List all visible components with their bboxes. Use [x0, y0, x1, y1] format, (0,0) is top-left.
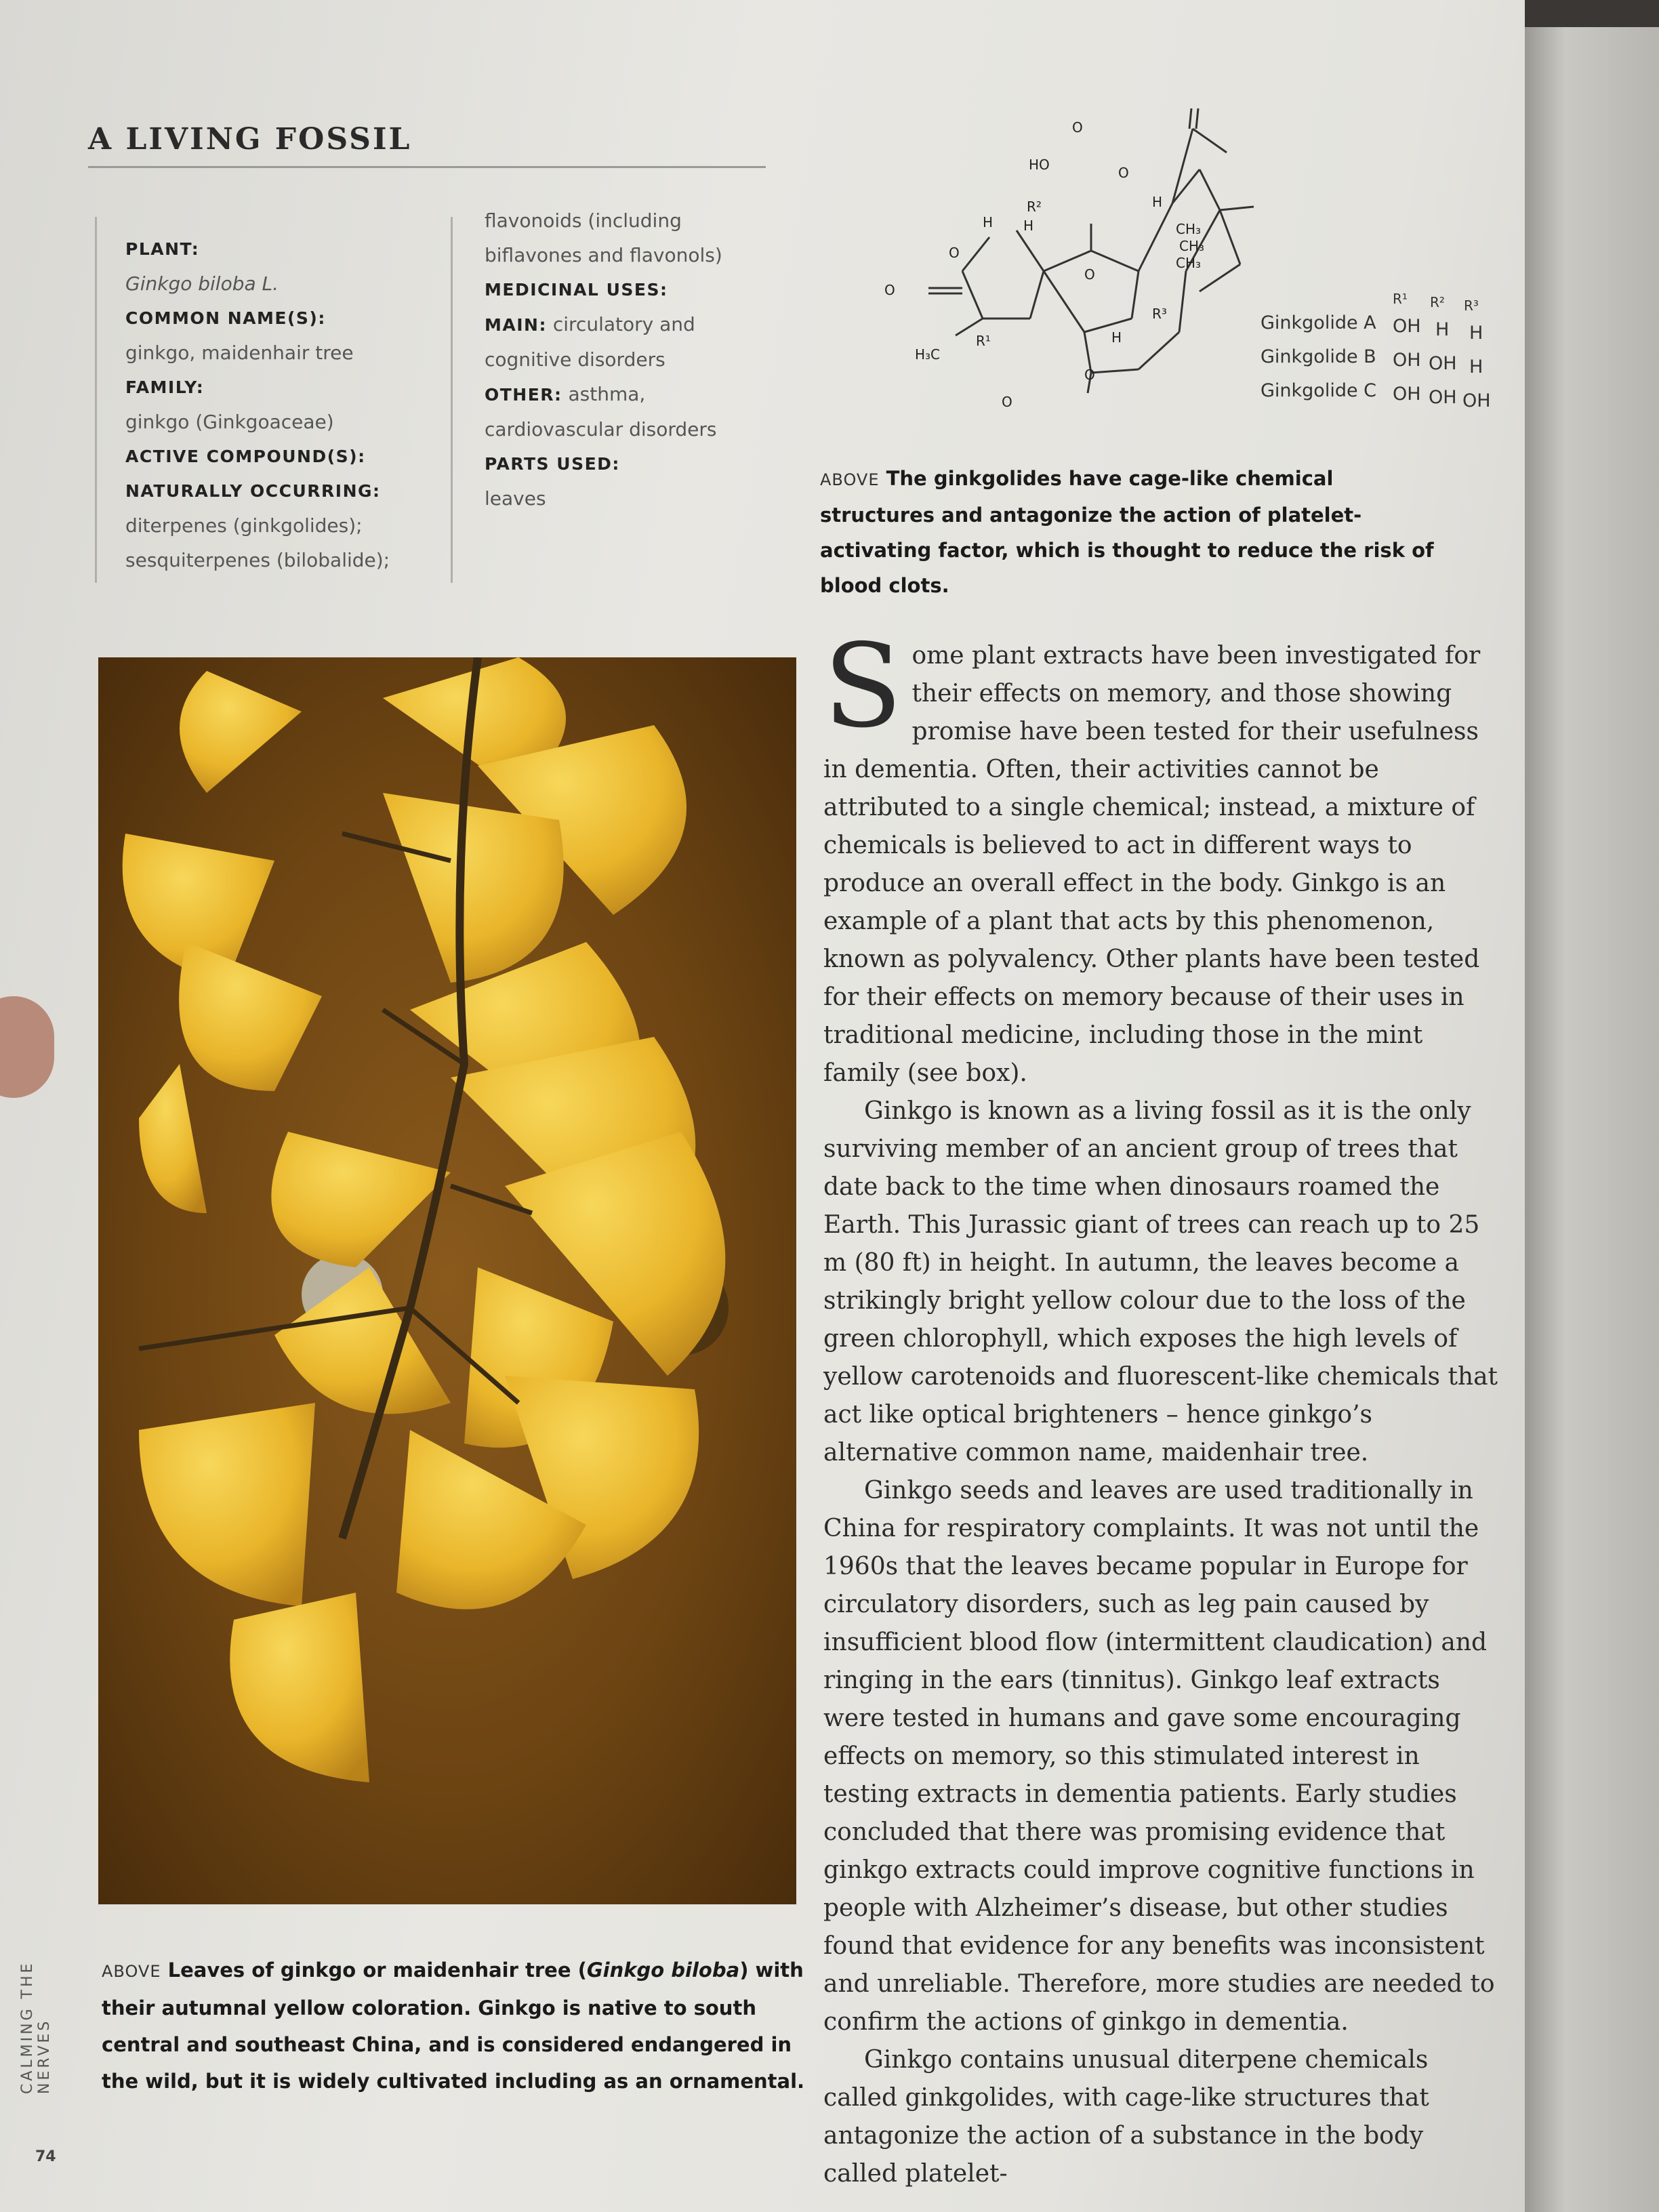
photo-caption — [102, 1952, 813, 2100]
parts-used-label: PARTS USED: — [485, 454, 620, 474]
fact-column-1 — [125, 203, 424, 577]
ho-label: HO — [1029, 157, 1050, 173]
h3c-label: H₃C — [915, 346, 941, 363]
table-header-r3: R³ — [1464, 298, 1479, 314]
r1-label: R¹ — [976, 333, 991, 349]
photo-caption-text-2: ) with their autumnal yellow coloration. Ginkgo is native to south central and southeast China, and is considered endangered in the wild, but it is widely cultivated including as an ornamental. — [102, 1959, 805, 2093]
body-text — [823, 619, 1501, 2193]
ginkgolide-b-r2: OH — [1429, 353, 1457, 374]
plant-label: PLANT: — [125, 239, 200, 259]
fact-box-divider-left — [95, 217, 97, 583]
oxygen-label-center: O — [1084, 266, 1095, 283]
hydrogen-label-right: H — [1152, 194, 1163, 210]
ch3-label-1: CH₃ — [1176, 221, 1202, 237]
fact-box — [95, 203, 745, 583]
ginkgolide-b-r1: OH — [1393, 350, 1421, 371]
ch3-label-2: CH₃ — [1179, 238, 1205, 254]
section-title: A LIVING FOSSIL — [88, 122, 412, 157]
plant-value: Ginkgo biloba L. — [125, 272, 279, 295]
ginkgolide-c-r1: OH — [1393, 384, 1421, 405]
common-name-value: ginkgo, maidenhair tree — [125, 342, 354, 364]
medicinal-uses-label: MEDICINAL USES: — [485, 280, 668, 300]
ginkgolide-a-r2: H — [1435, 319, 1450, 340]
naturally-occurring-value: diterpenes (ginkgolides); sesquiterpenes (bilobalide); — [125, 514, 390, 571]
other-value: asthma, cardiovascular disorders — [485, 383, 717, 441]
hydrogen-label-1: H — [983, 214, 994, 230]
ginkgolide-c-r2: OH — [1429, 387, 1457, 408]
ginkgolide-c-name: Ginkgolide C — [1261, 380, 1377, 401]
photo-caption-prefix: ABOVE — [102, 1962, 161, 1981]
common-name-label: COMMON NAME(S): — [125, 308, 326, 328]
ginkgolide-b-r3: H — [1469, 356, 1483, 377]
ginkgolide-a-r3: H — [1469, 323, 1483, 344]
r3-label: R³ — [1152, 306, 1167, 322]
photo-caption-text-1: Leaves of ginkgo or maidenhair tree ( — [167, 1959, 587, 1982]
ginkgolide-a-r1: OH — [1393, 316, 1421, 337]
caption-prefix: ABOVE — [820, 470, 880, 489]
oxygen-label-top: O — [1072, 119, 1083, 136]
main-value: circulatory and cognitive disorders — [485, 313, 695, 371]
title-rule — [88, 166, 766, 168]
paragraph-4: Ginkgo contains unusual diterpene chemicals called ginkgolides, with cage-like structures that antagonize the action of a substance in the body called platelet- — [823, 2046, 1429, 2188]
active-compounds-label: ACTIVE COMPOUND(S): — [125, 447, 366, 466]
paragraph-1 — [823, 619, 1501, 1092]
main-uses — [485, 307, 769, 377]
oxygen-label-ring: O — [1118, 165, 1129, 181]
ginkgo-leaves-photo — [98, 657, 796, 1904]
adjacent-page-edge — [1525, 27, 1659, 2212]
r2-label: R² — [1027, 199, 1042, 215]
parts-used-value: leaves — [485, 487, 546, 510]
fact-column-2 — [485, 203, 769, 516]
hydrogen-label-2: H — [1023, 218, 1034, 234]
naturally-occurring-label: NATURALLY OCCURRING: — [125, 481, 381, 501]
oxygen-label-bottom: O — [1002, 394, 1012, 410]
table-header-r2: R² — [1430, 294, 1445, 310]
ginkgolide-c-r3: OH — [1462, 390, 1491, 411]
ch3-label-3: CH₃ — [1176, 255, 1202, 271]
other-uses — [485, 377, 769, 447]
main-label: MAIN: — [485, 315, 547, 335]
ginkgolide-a-name: Ginkgolide A — [1261, 312, 1376, 333]
other-label: OTHER: — [485, 385, 562, 405]
family-label: FAMILY: — [125, 377, 205, 397]
fact-box-divider-middle — [451, 217, 453, 583]
structure-caption-text: The ginkgolides have cage-like chemical structures and antagonize the action of platelet-activating factor, which is thought to reduce the risk of blood clots. — [820, 467, 1434, 597]
oxygen-label-bottom-ring: O — [1084, 367, 1095, 383]
drop-cap: S — [823, 619, 903, 754]
family-value: ginkgo (Ginkgoaceae) — [125, 411, 334, 433]
table-header-r1: R¹ — [1393, 291, 1408, 307]
chapter-side-label: CALMING THE NERVES — [19, 1961, 53, 2094]
ginkgolide-structure-diagram — [847, 102, 1511, 441]
structure-caption — [820, 461, 1450, 603]
paragraph-2: Ginkgo is known as a living fossil as it is the only surviving member of an ancient group of trees that date back to the time when dinosaurs roamed the Earth. This Jurassic giant of trees can reach up to 25 m (80 ft) in height. In autumn, the leaves become a strikingly bright yellow colour due to the loss of the green chlorophyll, which exposes the high levels of yellow carotenoids and fluorescent-like chemicals that act like optical brighteners – hence ginkgo’s alternative common name, maidenhair tree. — [823, 1097, 1498, 1467]
paragraph-3: Ginkgo seeds and leaves are used traditionally in China for respiratory complaints. It was not until the 1960s that the leaves became popular in Europe for circulatory disorders, such as leg pain caused by insufficient blood flow (intermittent claudication) and ringing in the ears (tinnitus). Ginkgo leaf extracts were tested in humans and gave some encouraging effects on memory, so this stimulated interest in testing extracts in dementia patients. Early studies concluded that there was promising evidence that ginkgo extracts could improve cognitive functions in people with Alzheimer’s disease, but other studies found that evidence for any benefits was inconsistent and unreliable. Therefore, more studies are needed to confirm the actions of ginkgo in dementia. — [823, 1477, 1495, 2036]
oxygen-label-left-ring: O — [949, 245, 960, 261]
paragraph-1-text: ome plant extracts have been investigated for their effects on memory, and those showing promise have been tested for their usefulness in dementia. Often, their activities cannot be attributed to a single chemical; instead, a mixture of chemicals is believed to act in different ways to produce an overall effect in the body. Ginkgo is an example of a plant that acts by this phenomenon, known as polyvalency. Other plants have been tested for their effects on memory because of their uses in traditional medicine, including those in the mint family (see box). — [823, 642, 1481, 1087]
thumb — [0, 996, 54, 1098]
hydrogen-label-3: H — [1111, 329, 1122, 346]
oxygen-label-carbonyl: O — [884, 282, 895, 298]
ginkgolide-b-name: Ginkgolide B — [1261, 346, 1376, 367]
page-number: 74 — [35, 2148, 56, 2165]
photo-caption-species: Ginkgo biloba — [586, 1959, 740, 1982]
flavonoids-text: flavonoids (including biflavones and flavonols) — [485, 209, 722, 266]
